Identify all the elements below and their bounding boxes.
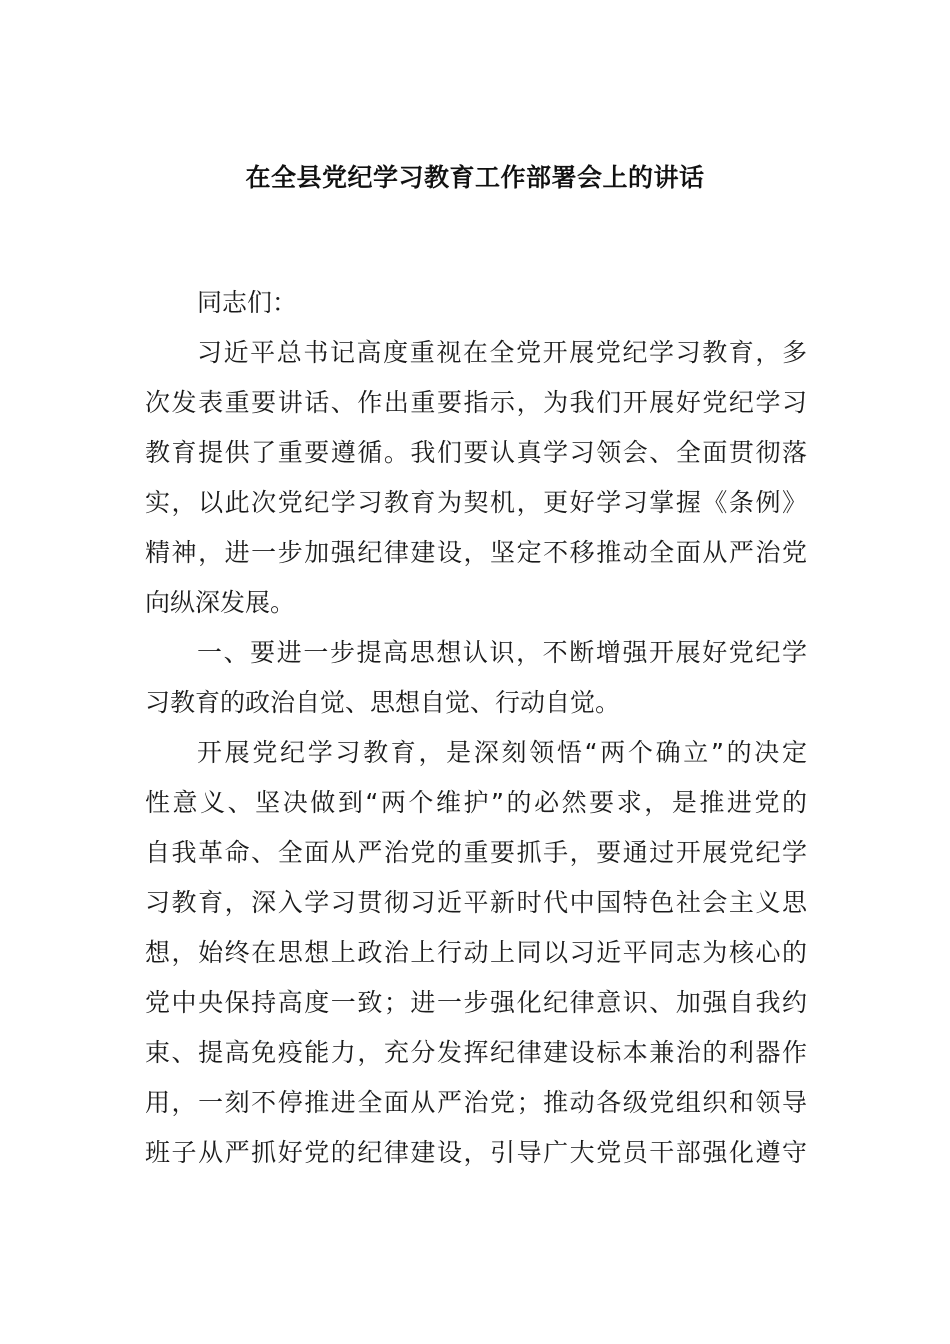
paragraph-3-line-3: 自我革命、全面从严治党的重要抓手，要通过开展党纪学 xyxy=(145,838,807,867)
paragraph-1-line-5: 精神，进一步加强纪律建设，坚定不移推动全面从严治党 xyxy=(145,538,807,567)
salutation: 同志们： xyxy=(197,288,298,317)
paragraph-3-line-4: 习教育，深入学习贯彻习近平新时代中国特色社会主义思 xyxy=(145,888,807,917)
section-heading-1-line-2: 习教育的政治自觉、思想自觉、行动自觉。 xyxy=(145,688,621,717)
document-title: 在全县党纪学习教育工作部署会上的讲话 xyxy=(245,163,705,192)
paragraph-1-line-2: 次发表重要讲话、作出重要指示，为我们开展好党纪学习 xyxy=(145,388,807,417)
document-body xyxy=(145,278,807,1178)
paragraph-1-line-1: 习近平总书记高度重视在全党开展党纪学习教育，多 xyxy=(197,338,807,367)
section-heading-1-line-1: 一、要进一步提高思想认识，不断增强开展好党纪学 xyxy=(197,638,807,667)
paragraph-1-line-6: 向纵深发展。 xyxy=(145,588,296,617)
paragraph-3-line-2: 性意义、坚决做到“两个维护”的必然要求，是推进党的 xyxy=(145,788,807,817)
paragraph-1-line-4: 实，以此次党纪学习教育为契机，更好学习掌握《条例》 xyxy=(145,488,807,517)
paragraph-3-line-5: 想，始终在思想上政治上行动上同以习近平同志为核心的 xyxy=(145,938,807,967)
paragraph-3-line-8: 用，一刻不停推进全面从严治党；推动各级党组织和领导 xyxy=(145,1088,807,1117)
paragraph-3-line-1: 开展党纪学习教育，是深刻领悟“两个确立”的决定 xyxy=(197,738,807,767)
paragraph-1-line-3: 教育提供了重要遵循。我们要认真学习领会、全面贯彻落 xyxy=(145,438,807,467)
paragraph-3-line-7: 束、提高免疫能力，充分发挥纪律建设标本兼治的利器作 xyxy=(145,1038,807,1067)
paragraph-3-line-9: 班子从严抓好党的纪律建设，引导广大党员干部强化遵守 xyxy=(145,1138,807,1167)
paragraph-3-line-6: 党中央保持高度一致；进一步强化纪律意识、加强自我约 xyxy=(145,988,807,1017)
